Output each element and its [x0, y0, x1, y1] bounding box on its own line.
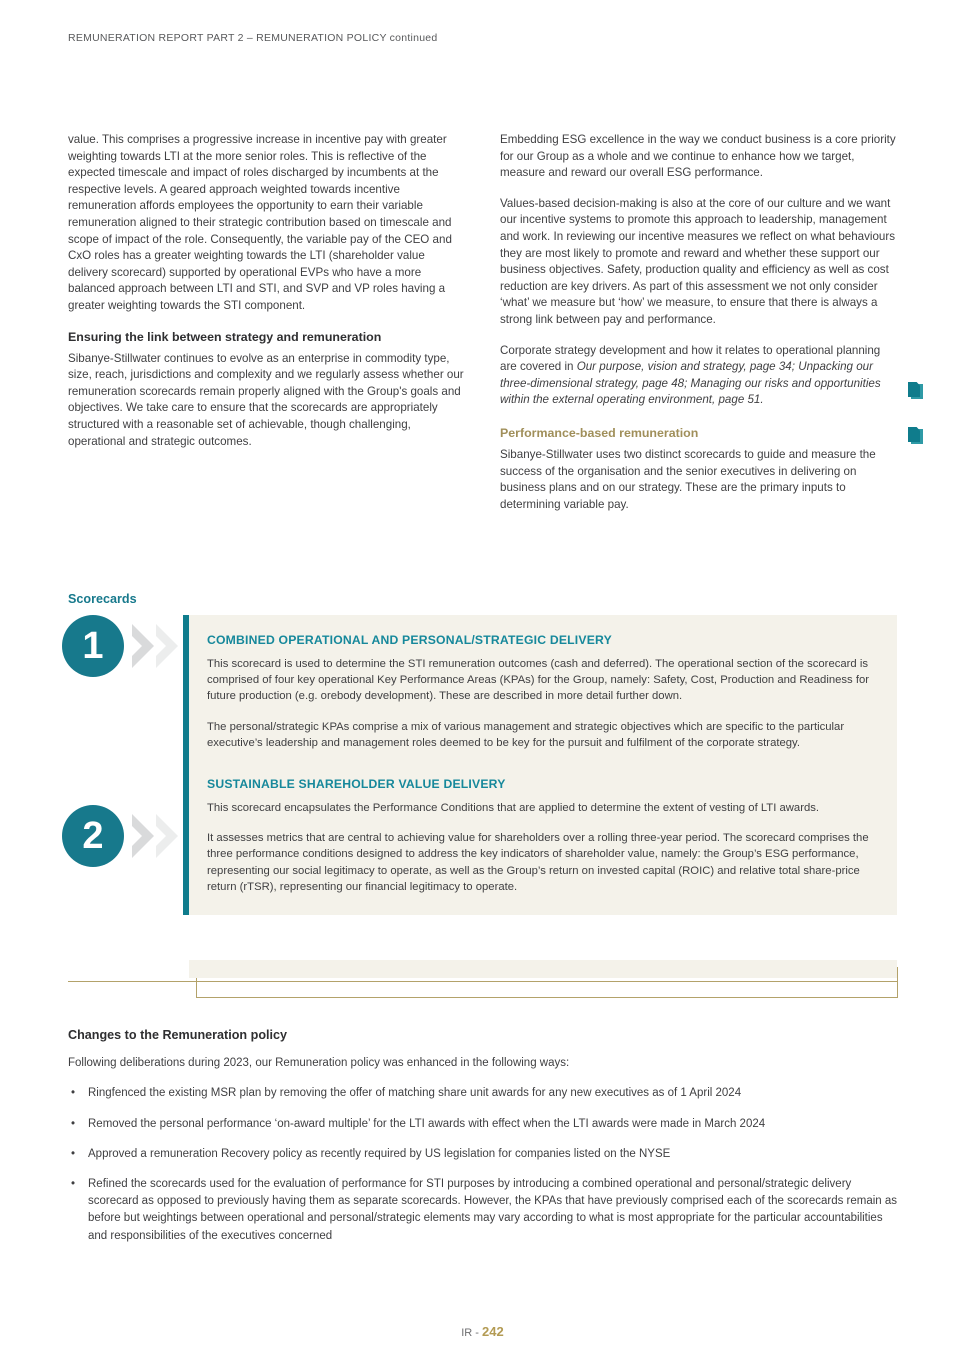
- list-item: [68, 1146, 898, 1163]
- right-column: [500, 132, 896, 527]
- scorecard-marker-2: [62, 805, 190, 869]
- cross-reference-1[interactable]: Our purpose, vision and strategy, page 34;: [576, 360, 795, 374]
- heading-ensuring-link: Ensuring the link between strategy and remuneration: [68, 329, 382, 344]
- scorecard-divider-space: [207, 751, 875, 777]
- right-paragraph-1: Embedding ESG excellence in the way we conduct business is a core priority for our Group as a whole and we continue to enhance how we target, measure and reward our overall ESG performance.: [500, 133, 896, 180]
- list-item-text: Approved a remuneration Recovery policy as recently required by US legislation for companies listed on the NYSE: [88, 1147, 671, 1160]
- list-item-text: Refined the scorecards used for the evaluation of performance for STI purposes by introducing a combined operational and personal/strategic delivery scorecard as opposed to previously having them as separate scorecards. However, the KPAs that have previously comprised each of the scorecards remain as before but weightings between operational and personal/strategic elements may vary according to what is most appropriate for the particular accountabilities and responsibilities of the executives concerned: [88, 1178, 898, 1242]
- changes-section: [68, 1028, 898, 1258]
- cross-reference-2[interactable]: Unpacking our three-dimensional strategy, page 48; Managing our risks and opportunities within the external operating environment, page 51.: [500, 360, 881, 407]
- right-paragraph-3: [500, 343, 896, 409]
- scorecard-block-1: [207, 633, 875, 751]
- page-footer: [0, 1324, 965, 1339]
- scorecard-2-paragraph-1: This scorecard encapsulates the Performance Conditions that are applied to determine the extent of vesting of LTI awards.: [207, 802, 820, 815]
- document-icon[interactable]: [908, 382, 923, 399]
- chevron-right-icon: [154, 623, 180, 669]
- changes-heading: Changes to the Remuneration policy: [68, 1028, 288, 1042]
- horizontal-rule: [68, 981, 897, 982]
- chevron-right-icon: [154, 813, 180, 859]
- document-icon-front: [908, 427, 920, 442]
- scorecard-marker-1: [62, 615, 190, 679]
- scorecard-title-1: COMBINED OPERATIONAL AND PERSONAL/STRATEGIC DELIVERY: [207, 633, 612, 647]
- document-icon[interactable]: [908, 427, 923, 444]
- bullet-icon: •: [71, 1147, 76, 1160]
- scorecards-panel: [183, 615, 897, 915]
- scorecard-block-2: [207, 777, 875, 895]
- panel-bottom-mask: [189, 960, 897, 978]
- left-paragraph-2: Sibanye-Stillwater continues to evolve as an enterprise in commodity type, size, reach, jurisdictions and complexity and we regularly assess whether our remuneration scorecards remain properly aligned with the Group's goals and objectives. We take care to ensure that the scorecards are appropriately structured with a reasonable set of achievable, though challenging, operational and strategic outcomes.: [68, 351, 464, 448]
- scorecards-section-label: Scorecards: [68, 592, 137, 606]
- list-item: [68, 1085, 898, 1102]
- bullet-icon: •: [71, 1087, 76, 1100]
- scorecard-number-2: 2: [62, 805, 124, 867]
- footer-page-number: 242: [482, 1324, 504, 1339]
- list-item-text: Removed the personal performance ‘on-award multiple’ for the LTI awards with effect when the LTI awards were made in March 2024: [88, 1117, 766, 1130]
- scorecard-2-paragraph-2: It assesses metrics that are central to achieving value for shareholders over a rolling three-year period. The scorecard comprises the three performance conditions designed to address the key indicators of shareholder value, namely: the Group’s ESG performance, representing our social legitimacy to operate, as well as the Group’s return on invested capital (ROIC) and relative total share-price return (rTSR), representing our financial legitimacy to operate.: [207, 832, 869, 893]
- document-icon-front: [908, 382, 920, 397]
- left-paragraph-1: value. This comprises a progressive increase in incentive pay with greater weighting towards LTI at the more senior roles. This is reflective of the expected timescale and impact of roles discharged by incumbents at the respective levels. A geared approach weighted towards incentive remuneration affords employees the opportunity to earn their variable remuneration aligned to their strategic contribution based on timescale and scope of impact of the role. Consequently, the variable pay of the CEO and CxO roles has a greater weighting towards the LTI (shareholder value delivery scorecard) supported by operational EVPs who have a more balanced approach between LTI and STI, and SVP and VP roles having a greater weighting towards the STI component.: [68, 133, 452, 312]
- cross-reference-icons: [908, 382, 930, 472]
- bullet-icon: •: [71, 1178, 76, 1191]
- scorecard-1-paragraph-2: The personal/strategic KPAs comprise a mix of various management and strategic objectives which are specific to the particular executive’s leadership and management roles deemed to be key for the pursuit and fulfilment of the corporate strategy.: [207, 720, 845, 749]
- scorecard-title-2: SUSTAINABLE SHAREHOLDER VALUE DELIVERY: [207, 777, 506, 792]
- heading-performance-based-remuneration: Performance-based remuneration: [500, 425, 699, 440]
- changes-bullet-list: [68, 1085, 898, 1244]
- list-item-text: Ringfenced the existing MSR plan by removing the offer of matching share unit awards for any new executives as of 1 April 2024: [88, 1087, 742, 1100]
- right-paragraph-2: Values-based decision-making is also at the core of our culture and we want our incentive systems to promote this approach to leadership, management and work. In reviewing our incentive measures we reflect on what behaviours they are most likely to promote and reward and whether these support our business objectives. Safety, production quality and efficiency as well as cost reduction are key drivers. As part of this assessment we not only consider ‘what’ we measure but ‘how’ we measure, to ensure that there is always a strong link between pay and performance.: [500, 196, 896, 326]
- list-item: [68, 1116, 898, 1133]
- chevron-right-icon: [130, 813, 156, 859]
- scorecard-number-1: 1: [62, 615, 124, 677]
- bullet-icon: •: [71, 1117, 76, 1130]
- scorecard-1-paragraph-1: This scorecard is used to determine the STI remuneration outcomes (cash and deferred). The operational section of the scorecard is comprised of four key operational Key Performance Areas (KPAs) for the Group, namely: Safety, Cost, Production and Readiness for future production (e.g. orebody development). These are described in more detail further down.: [207, 658, 870, 703]
- cross-reference-lead: Corporate strategy development and how it relates to operational planning are covered in: [500, 343, 881, 374]
- left-column: [68, 132, 464, 527]
- right-paragraph-4: Sibanye-Stillwater uses two distinct scorecards to guide and measure the success of the organisation and the senior executives in delivering on business plans and on our strategy. These are the primary inputs to determining variable pay.: [500, 447, 876, 511]
- chevron-right-icon: [130, 623, 156, 669]
- list-item: [68, 1176, 898, 1245]
- running-header: REMUNERATION REPORT PART 2 – REMUNERATION POLICY continued: [68, 32, 438, 44]
- footer-prefix: IR -: [461, 1327, 483, 1339]
- changes-intro: Following deliberations during 2023, our Remuneration policy was enhanced in the following ways:: [68, 1057, 570, 1069]
- body-columns: [68, 132, 897, 527]
